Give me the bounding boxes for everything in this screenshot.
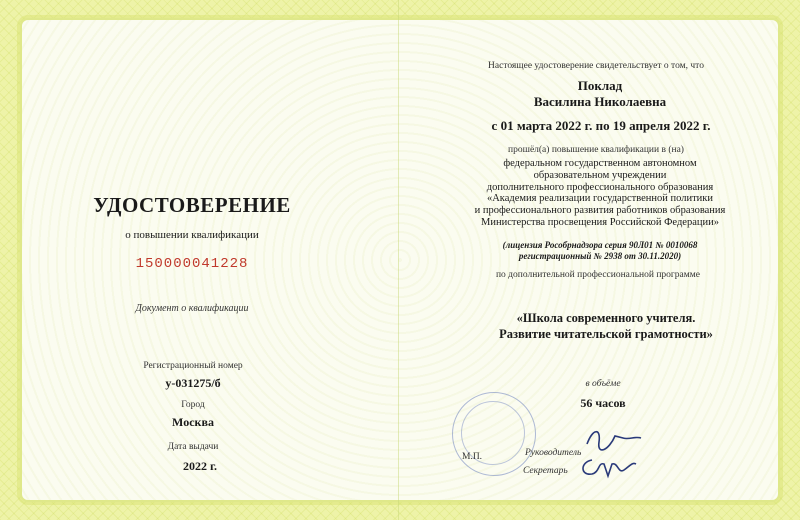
passed-training-text: прошёл(а) повышение квалификации в (на) — [508, 145, 684, 155]
certificate-intro: Настоящее удостоверение свидетельствует о том, что — [488, 61, 704, 71]
license-line: регистрационный № 2938 от 30.11.2020) — [518, 251, 682, 261]
fold-divider — [398, 0, 399, 520]
city-label: Город — [181, 400, 205, 410]
reg-number-label: Регистрационный номер — [143, 361, 243, 371]
certificate-subtitle: о повышении квалификации — [125, 229, 259, 241]
organization-line: и профессионального развития работников образования — [474, 205, 726, 217]
issue-date-value: 2022 г. — [182, 459, 218, 473]
holder-name: Василина Николаевна — [533, 94, 667, 109]
license-info — [503, 240, 698, 262]
certificate-title: УДОСТОВЕРЕНИЕ — [93, 193, 291, 217]
organization-line: федеральном государственном автономном — [503, 158, 697, 169]
organization-line: «Академия реализации государственной политики — [486, 193, 714, 205]
organization-name — [475, 158, 726, 229]
license-line: (лицензия Рособрнадзора серия 90Л01 № 0010068 — [502, 240, 698, 250]
volume-label: в объёме — [585, 379, 621, 389]
program-line: Развитие читательской грамотности» — [499, 327, 713, 341]
organization-line: образовательном учреждении — [533, 169, 667, 181]
organization-line: дополнительного профессионального образования — [486, 181, 714, 193]
head-label: Руководитель — [525, 448, 582, 458]
holder-surname: Поклад — [577, 78, 623, 93]
document-type: Документ о квалификации — [135, 303, 249, 314]
organization-line: Министерства просвещения Российской Федерации» — [481, 216, 719, 228]
city-value: Москва — [172, 415, 214, 429]
secretary-signature — [578, 452, 638, 482]
issue-date-label: Дата выдачи — [167, 442, 219, 452]
reg-number-value: у-031275/б — [165, 376, 221, 390]
certificate-number: 150000041228 — [135, 256, 249, 272]
head-signature — [583, 424, 643, 454]
official-seal — [452, 392, 536, 476]
program-line: «Школа современного учителя. — [516, 311, 696, 325]
secretary-label: Секретарь — [523, 466, 568, 476]
program-label: по дополнительной профессиональной программе — [495, 270, 701, 280]
program-name — [499, 310, 713, 342]
seal-place-label: М.П. — [462, 452, 483, 462]
volume-value: 56 часов — [580, 396, 626, 410]
training-period: с 01 марта 2022 г. по 19 апреля 2022 г. — [491, 118, 711, 133]
